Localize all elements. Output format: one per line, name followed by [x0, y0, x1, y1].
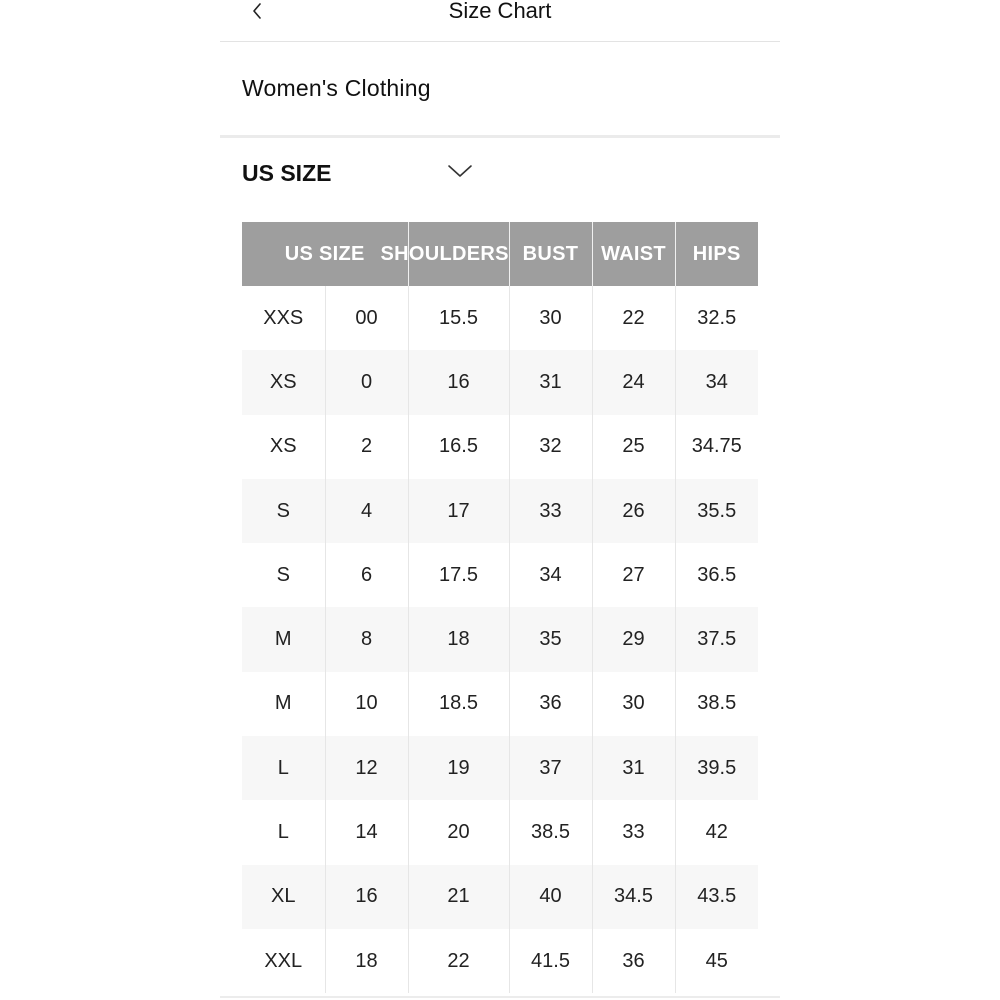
table-row: [242, 672, 758, 736]
table-row: [242, 479, 758, 543]
cell-size: S: [242, 479, 325, 543]
cell-shoulders: 17.5: [408, 543, 509, 607]
cell-hips: 32.5: [675, 286, 758, 350]
cell-waist: 26: [592, 479, 675, 543]
cell-waist: 31: [592, 736, 675, 800]
category-section: [220, 42, 780, 138]
cell-shoulders: 20: [408, 800, 509, 864]
cell-us-number: 16: [325, 865, 408, 929]
header-bar: [220, 0, 780, 42]
cell-size: M: [242, 607, 325, 671]
cell-hips: 45: [675, 929, 758, 993]
cell-size: XS: [242, 350, 325, 414]
category-title: Women's Clothing: [242, 75, 431, 101]
cell-size: M: [274, 692, 292, 715]
header-bust: BUST: [509, 222, 592, 286]
cell-hips: 34: [675, 350, 758, 414]
cell-bust: 32: [509, 415, 592, 479]
cell-size: S: [276, 563, 290, 586]
cell-us-number: 4: [325, 479, 408, 543]
page-title: Size Chart: [448, 0, 552, 23]
divider: [220, 996, 780, 998]
cell-shoulders: 17: [408, 479, 509, 543]
cell-hips: 39.5: [675, 736, 758, 800]
cell-shoulders: 22: [408, 929, 509, 993]
cell-hips: 36.5: [675, 543, 758, 607]
cell-hips: 35.5: [675, 479, 758, 543]
table-row: [242, 800, 758, 864]
cell-size: XL: [242, 865, 325, 929]
table-body: [242, 286, 758, 993]
cell-waist: 30: [592, 672, 675, 736]
cell-bust: 40: [509, 865, 592, 929]
cell-bust: 33: [509, 479, 592, 543]
cell-hips: 37.5: [675, 607, 758, 671]
cell-shoulders: 16.5: [408, 415, 509, 479]
header-shoulders: SHOULDERS: [408, 222, 509, 286]
cell-us-number: 6: [325, 543, 408, 607]
cell-us-number: 0: [325, 350, 408, 414]
cell-us-number: 8: [325, 607, 408, 671]
table-header-row: [242, 222, 758, 286]
cell-us-number: 12: [325, 736, 408, 800]
cell-bust: 36: [509, 672, 592, 736]
cell-shoulders: 16: [408, 350, 509, 414]
cell-waist: 24: [592, 350, 675, 414]
table-row: [242, 865, 758, 929]
cell-hips: 43.5: [675, 865, 758, 929]
cell-shoulders: 15.5: [408, 286, 509, 350]
cell-us-number: 00: [325, 286, 408, 350]
cell-shoulders: 19: [408, 736, 509, 800]
cell-hips: 38.5: [675, 672, 758, 736]
cell-bust: 34: [509, 543, 592, 607]
header-us-size: US SIZE: [242, 222, 408, 286]
cell-size: XXL: [264, 949, 303, 972]
size-system-label: US SIZE: [242, 160, 332, 186]
cell-size: XS: [269, 435, 297, 458]
cell-bust: 38.5: [509, 800, 592, 864]
size-system-dropdown[interactable]: [242, 152, 482, 196]
cell-waist: 33: [592, 800, 675, 864]
header-waist: WAIST: [592, 222, 675, 286]
cell-bust: 37: [509, 736, 592, 800]
chevron-down-icon: [446, 162, 474, 180]
table-row: [242, 415, 758, 479]
cell-waist: 34.5: [592, 865, 675, 929]
cell-waist: 22: [592, 286, 675, 350]
table-row: [242, 736, 758, 800]
table-row: [242, 607, 758, 671]
table-row: [242, 543, 758, 607]
cell-shoulders: 18: [408, 607, 509, 671]
cell-hips: 34.75: [675, 415, 758, 479]
cell-us-number: 2: [325, 415, 408, 479]
cell-waist: 27: [592, 543, 675, 607]
table-row: [242, 929, 758, 993]
size-table: [242, 222, 758, 993]
cell-size: XXS: [263, 306, 304, 329]
cell-bust: 41.5: [509, 929, 592, 993]
cell-us-number: 18: [325, 929, 408, 993]
table-row: [242, 286, 758, 350]
cell-waist: 29: [592, 607, 675, 671]
header-hips: HIPS: [675, 222, 758, 286]
cell-shoulders: 18.5: [408, 672, 509, 736]
cell-us-number: 14: [325, 800, 408, 864]
cell-bust: 35: [509, 607, 592, 671]
cell-bust: 31: [509, 350, 592, 414]
cell-waist: 36: [592, 929, 675, 993]
cell-shoulders: 21: [408, 865, 509, 929]
cell-size: L: [277, 821, 289, 844]
cell-bust: 30: [509, 286, 592, 350]
cell-us-number: 10: [325, 672, 408, 736]
cell-size: L: [242, 736, 325, 800]
cell-waist: 25: [592, 415, 675, 479]
cell-hips: 42: [675, 800, 758, 864]
table-row: [242, 350, 758, 414]
